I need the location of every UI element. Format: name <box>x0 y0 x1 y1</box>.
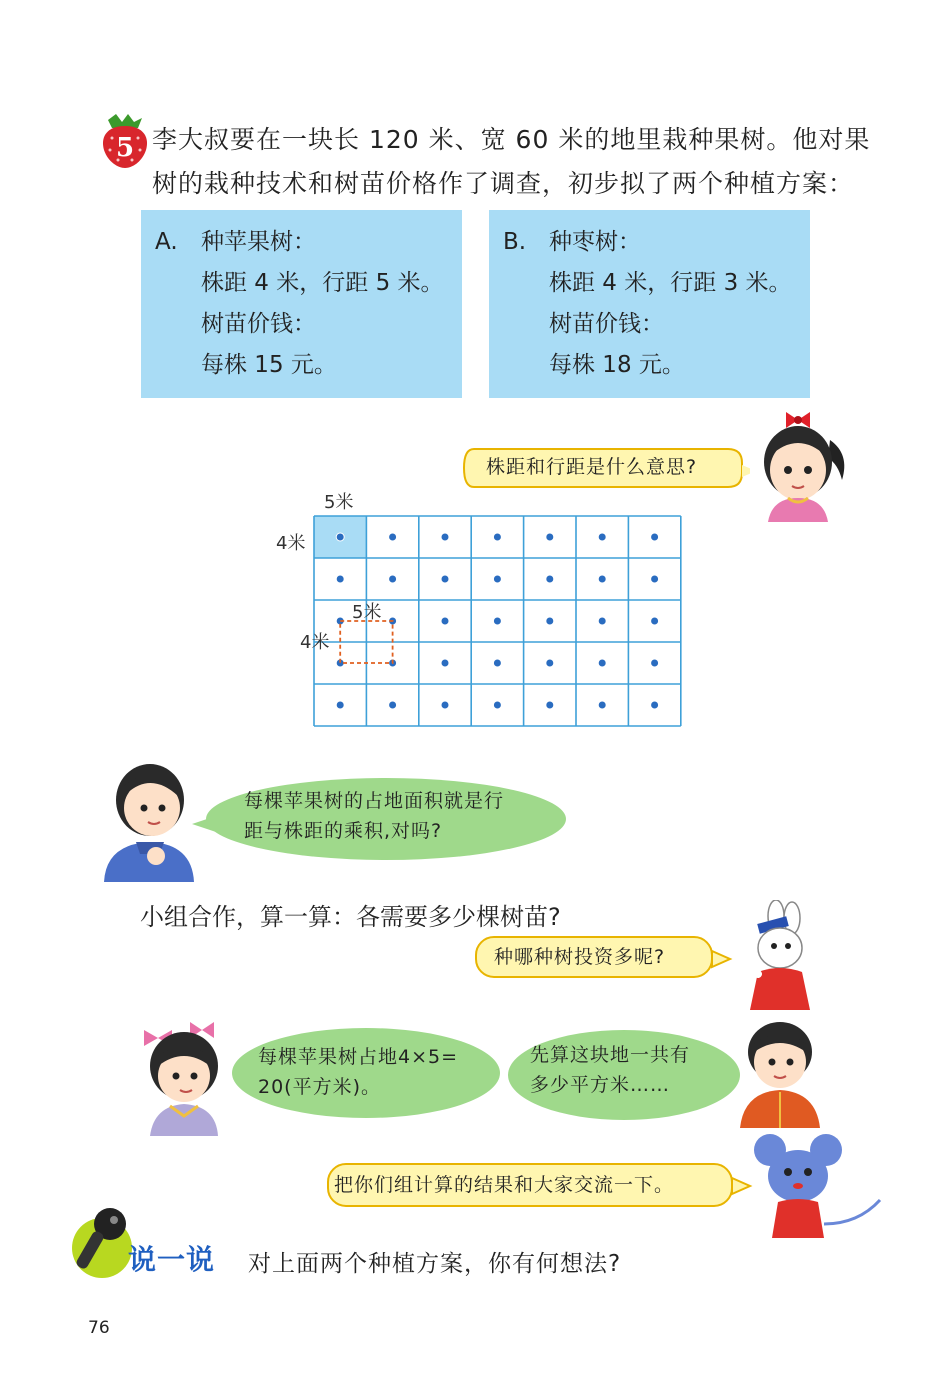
grid-inner-top-label: 5米 <box>352 602 382 623</box>
tree-dot <box>336 701 344 709</box>
girl-pink-bow-illustration <box>130 1016 230 1136</box>
tree-dot <box>493 575 501 583</box>
tree-dot <box>546 533 554 541</box>
plan-b-line: 每株 18 元。 <box>549 352 685 378</box>
girl2-line: 20(平方米)。 <box>258 1076 382 1098</box>
tree-dot <box>651 617 659 625</box>
boy-question-text <box>244 786 504 846</box>
tree-dot <box>441 575 449 583</box>
rabbit-illustration <box>730 900 820 1010</box>
grid-top-label: 5米 <box>324 492 354 513</box>
say-label: 说一说 <box>128 1243 216 1276</box>
mouse-text: 把你们组计算的结果和大家交流一下。 <box>334 1174 675 1196</box>
tree-dot <box>546 575 554 583</box>
plan-b-line: 树苗价钱： <box>549 311 664 337</box>
plan-a-letter: A. <box>155 229 178 255</box>
tree-dot <box>493 617 501 625</box>
tree-dot <box>389 575 397 583</box>
plan-a-line: 种苹果树： <box>201 229 316 255</box>
tree-dot <box>546 617 554 625</box>
girl-red-bow-illustration <box>752 400 852 522</box>
tree-dot <box>546 701 554 709</box>
grid-left-label: 4米 <box>276 533 306 554</box>
girl2-text <box>258 1042 458 1102</box>
page-number: 76 <box>88 1318 110 1338</box>
plan-a-line: 树苗价钱： <box>201 311 316 337</box>
tree-dot <box>598 701 606 709</box>
plan-b-line: 株距 4 米，行距 3 米。 <box>549 270 792 296</box>
tree-dot <box>651 533 659 541</box>
plan-a-box <box>141 210 462 398</box>
girl2-line: 每棵苹果树占地4×5= <box>258 1046 459 1068</box>
problem-line-2: 树的栽种技术和树苗价格作了调查，初步拟了两个种植方案： <box>152 169 855 198</box>
tree-dot <box>336 533 344 541</box>
tree-dot <box>389 533 397 541</box>
boy-blue-sweater-illustration <box>100 752 196 882</box>
microphone-icon <box>66 1204 136 1282</box>
plan-b-line: 种枣树： <box>549 229 641 255</box>
tree-dot <box>441 659 449 667</box>
tree-dot <box>598 617 606 625</box>
group-task: 小组合作，算一算：各需要多少棵树苗? <box>140 903 561 931</box>
boy-question-line: 距与株距的乘积,对吗? <box>244 820 443 842</box>
rabbit-text: 种哪种树投资多呢? <box>494 946 666 968</box>
boy-orange-shirt-illustration <box>736 1016 824 1128</box>
boy-bubble-tail <box>192 812 222 836</box>
tree-dot <box>651 659 659 667</box>
boy2-line: 多少平方米…… <box>530 1074 671 1096</box>
say-question: 对上面两个种植方案，你有何想法? <box>248 1251 622 1277</box>
girl-question-text: 株距和行距是什么意思? <box>486 456 698 478</box>
problem-number: 5 <box>115 133 135 163</box>
plan-a-line: 株距 4 米，行距 5 米。 <box>201 270 444 296</box>
problem-statement <box>152 118 872 206</box>
tree-dot <box>441 533 449 541</box>
mouse-illustration <box>748 1128 888 1238</box>
tree-dot <box>598 533 606 541</box>
boy2-line: 先算这块地一共有 <box>530 1044 691 1066</box>
grid-inner-left-label: 4米 <box>300 632 330 653</box>
tree-dot <box>493 701 501 709</box>
tree-dot <box>598 659 606 667</box>
tree-dot <box>651 575 659 583</box>
tree-dot <box>389 701 397 709</box>
tree-dot <box>651 701 659 709</box>
tree-dot <box>441 701 449 709</box>
tree-dot <box>493 659 501 667</box>
tree-dot <box>441 617 449 625</box>
tree-dot <box>598 575 606 583</box>
plan-b-box <box>489 210 810 398</box>
plan-b-letter: B. <box>503 229 527 255</box>
plan-a-line: 每株 15 元。 <box>201 352 337 378</box>
tree-dot <box>336 575 344 583</box>
strawberry-number-badge <box>100 112 150 170</box>
tree-dot <box>493 533 501 541</box>
problem-line-1: 李大叔要在一块长 120 米、宽 60 米的地里栽种果树。他对果 <box>152 125 871 154</box>
boy-question-line: 每棵苹果树的占地面积就是行 <box>244 790 505 812</box>
tree-dot <box>546 659 554 667</box>
boy2-text <box>530 1040 690 1100</box>
